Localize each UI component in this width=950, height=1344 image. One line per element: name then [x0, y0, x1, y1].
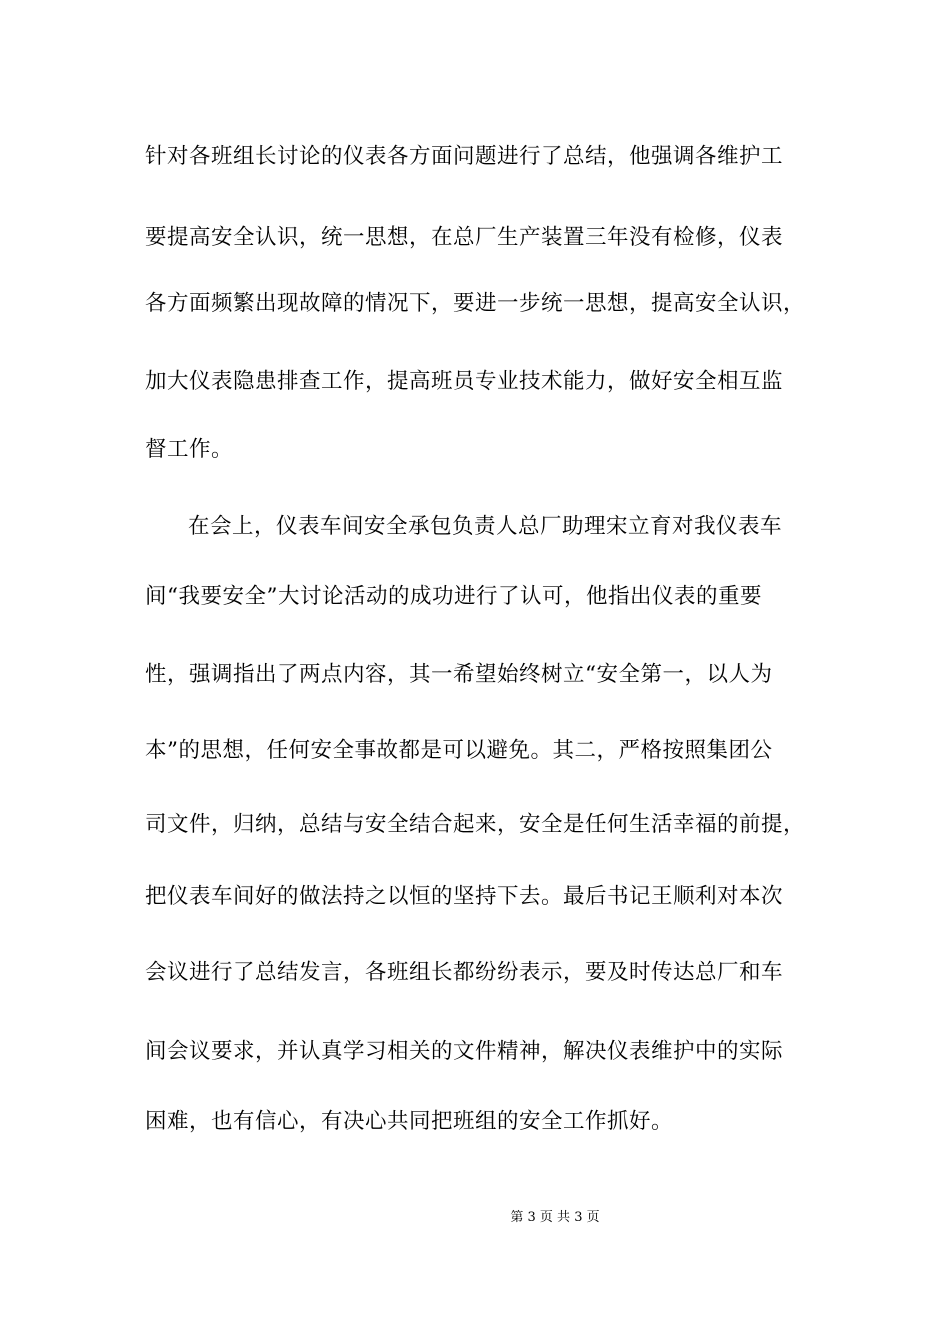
body-text-line: 本”的思想，任何安全事故都是可以避免。其二，严格按照集团公 [145, 738, 773, 763]
body-text-line: 在会上，仪表车间安全承包负责人总厂助理宋立育对我仪表车 [188, 514, 783, 539]
body-text-line: 会议进行了总结发言，各班组长都纷纷表示，要及时传达总厂和车 [145, 960, 784, 985]
body-text-line: 针对各班组长讨论的仪表各方面问题进行了总结，他强调各维护工 [145, 144, 784, 169]
body-text-line: 把仪表车间好的做法持之以恒的坚持下去。最后书记王顺利对本次 [145, 884, 784, 909]
body-text-line: 要提高安全认识，统一思想，在总厂生产装置三年没有检修，仪表 [145, 225, 784, 250]
body-text-line: 各方面频繁出现故障的情况下，要进一步统一思想，提高安全认识， [145, 291, 806, 316]
body-text-line: 间“我要安全”大讨论活动的成功进行了认可，他指出仪表的重要 [145, 584, 762, 609]
page-footer [0, 1208, 950, 1228]
body-text-line: 性，强调指出了两点内容，其一希望始终树立“安全第一，以人为 [145, 662, 773, 687]
body-text-line: 司文件，归纳，总结与安全结合起来，安全是任何生活幸福的前提， [145, 812, 806, 837]
body-text-line: 间会议要求，并认真学习相关的文件精神，解决仪表维护中的实际 [145, 1039, 784, 1064]
body-text-line: 督工作。 [145, 437, 234, 462]
body-text-line: 困难，也有信心，有决心共同把班组的安全工作抓好。 [145, 1109, 674, 1134]
body-text-line: 加大仪表隐患排查工作，提高班员专业技术能力，做好安全相互监 [145, 369, 784, 394]
page-number: 第 3 页 共 3 页 [510, 1210, 600, 1225]
